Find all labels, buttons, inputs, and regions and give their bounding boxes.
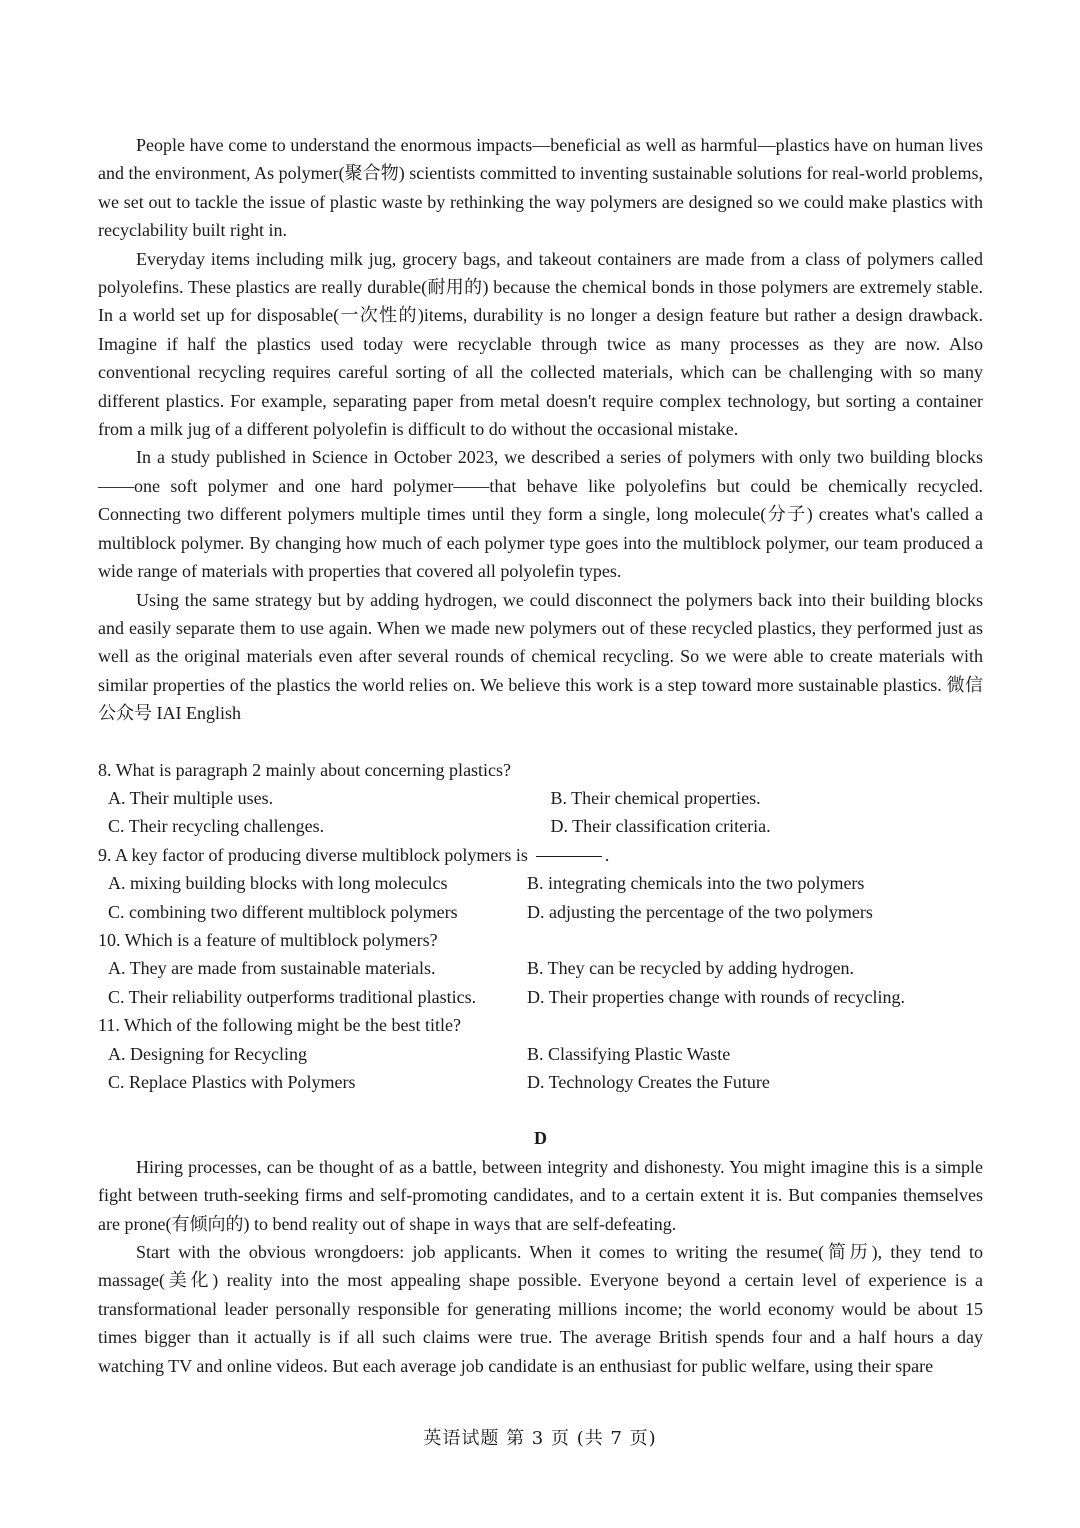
page-footer: 英语试题 第 3 页 (共 7 页) bbox=[423, 1428, 657, 1449]
question-11-options-row-2 bbox=[98, 1068, 983, 1096]
question-10-stem: 10. Which is a feature of multiblock polymers? bbox=[98, 929, 438, 950]
question-9-stem: 9. A key factor of producing diverse multiblock polymers is bbox=[98, 844, 528, 865]
question-11-option-c: C. Replace Plastics with Polymers bbox=[108, 1072, 356, 1092]
passage-c-paragraph-1: People have come to understand the enormous impacts—beneficial as well as harmful—plastics have on human lives and the environment, As polymer(聚合物) scientists committed to inventing sustainable solutions for real-world problems, we set out to tackle the issue of plastic waste by rethinking the way polymers are designed so we could make plastics with recyclability built right in. bbox=[98, 135, 983, 241]
question-9-stem-line bbox=[98, 841, 983, 869]
question-10-option-d: D. Their properties change with rounds of recycling. bbox=[527, 986, 906, 1007]
question-8-stem: 8. What is paragraph 2 mainly about concerning plastics? bbox=[98, 759, 512, 780]
passage-d-paragraph-1: Hiring processes, can be thought of as a battle, between integrity and dishonesty. You might imagine this is a simple fight between truth-seeking firms and self-promoting candidates, and to a certain extent it is. But companies themselves are prone(有倾向的) to bend reality out of shape in ways that are self-defeating. bbox=[98, 1156, 983, 1234]
page-content bbox=[98, 131, 983, 1380]
spacer bbox=[98, 728, 983, 756]
question-9-options-row-1 bbox=[98, 869, 983, 897]
question-9 bbox=[98, 841, 983, 926]
question-10-option-a: A. They are made from sustainable materials. bbox=[108, 958, 436, 979]
question-10-options-row-2 bbox=[98, 983, 983, 1011]
passage-d-paragraph-2: Start with the obvious wrongdoers: job applicants. When it comes to writing the resume(简历), they tend to massage(美化) reality into the most appealing shape possible. Everyone beyond a certain level of experience is a transformational leader personally responsible for generating millions income; the world economy would be about 15 times bigger than it actually is if all such claims were true. The average British spends four and a half hours a day watching TV and online videos. But each average job candidate is an enthusiast for public welfare, using their spare bbox=[98, 1242, 983, 1376]
question-11-options-row-1 bbox=[98, 1040, 983, 1068]
passage-c-paragraph-4: Using the same strategy but by adding hydrogen, we could disconnect the polymers back into their building blocks and easily separate them to use again. When we made new polymers out of these recycled plastics, they performed just as well as the original materials even after several rounds of chemical recycling. So we were able to create materials with similar properties of the plastics the world relies on. We believe this work is a step toward more sustainable plastics. 微信公众号 IAI English bbox=[98, 589, 983, 724]
question-8-option-d: D. Their classification criteria. bbox=[550, 816, 771, 837]
passage-c-paragraph-3: In a study published in Science in October 2023, we described a series of polymers with only two building blocks——one soft polymer and one hard polymer——that behave like polyolefins but could be chemically recycled. Connecting two different polymers multiple times until they form a single, long molecule(分子) creates what's called a multiblock polymer. By changing how much of each polymer type goes into the multiblock polymer, our team produced a wide range of materials with properties that covered all polyolefin types. bbox=[98, 447, 983, 582]
question-9-stem-end: . bbox=[604, 844, 610, 865]
question-10-options-row-1 bbox=[98, 954, 983, 982]
passage-c-paragraph-2: Everyday items including milk jug, grocery bags, and takeout containers are made from a class of polymers called polyolefins. These plastics are really durable(耐用的) because the chemical bonds in those polymers are extremely stable. In a world set up for disposable(一次性的)items, durability is no longer a design feature but rather a design drawback. Imagine if half the plastics used today were recyclable through twice as many processes as they are now. Also conventional recycling requires careful sorting of all the collected materials, which can be challenging with so many different plastics. For example, separating paper from metal doesn't require complex technology, but sorting a container from a milk jug of a different polyolefin is difficult to do without the occasional mistake. bbox=[98, 248, 983, 440]
question-11-option-a: A. Designing for Recycling bbox=[108, 1043, 307, 1064]
passage-c bbox=[98, 131, 983, 728]
question-11-option-d: D. Technology Creates the Future bbox=[527, 1072, 770, 1092]
question-11-option-b: B. Classifying Plastic Waste bbox=[527, 1043, 731, 1064]
question-8-options-row-1 bbox=[98, 784, 983, 812]
question-11 bbox=[98, 1011, 983, 1096]
spacer bbox=[98, 1096, 983, 1124]
question-list bbox=[98, 756, 983, 1097]
section-title: D bbox=[534, 1128, 547, 1149]
question-8 bbox=[98, 756, 983, 841]
question-9-option-c: C. combining two different multiblock polymers bbox=[108, 901, 458, 922]
question-10-option-b: B. They can be recycled by adding hydrogen. bbox=[527, 958, 855, 979]
question-10-option-c: C. Their reliability outperforms traditional plastics. bbox=[108, 986, 477, 1007]
answer-blank bbox=[536, 856, 602, 857]
question-11-stem: 11. Which of the following might be the best title? bbox=[98, 1015, 461, 1036]
question-9-option-b: B. integrating chemicals into the two polymers bbox=[527, 873, 865, 894]
question-9-options-row-2 bbox=[98, 898, 983, 926]
question-8-option-b: B. Their chemical properties. bbox=[550, 787, 761, 808]
question-8-option-c: C. Their recycling challenges. bbox=[108, 816, 325, 837]
passage-d bbox=[98, 1124, 983, 1380]
question-10 bbox=[98, 926, 983, 1011]
question-8-option-a: A. Their multiple uses. bbox=[108, 787, 274, 808]
question-9-option-d: D. adjusting the percentage of the two polymers bbox=[527, 901, 873, 922]
question-8-options-row-2 bbox=[98, 812, 983, 840]
question-9-option-a: A. mixing building blocks with long moleculcs bbox=[108, 873, 448, 894]
